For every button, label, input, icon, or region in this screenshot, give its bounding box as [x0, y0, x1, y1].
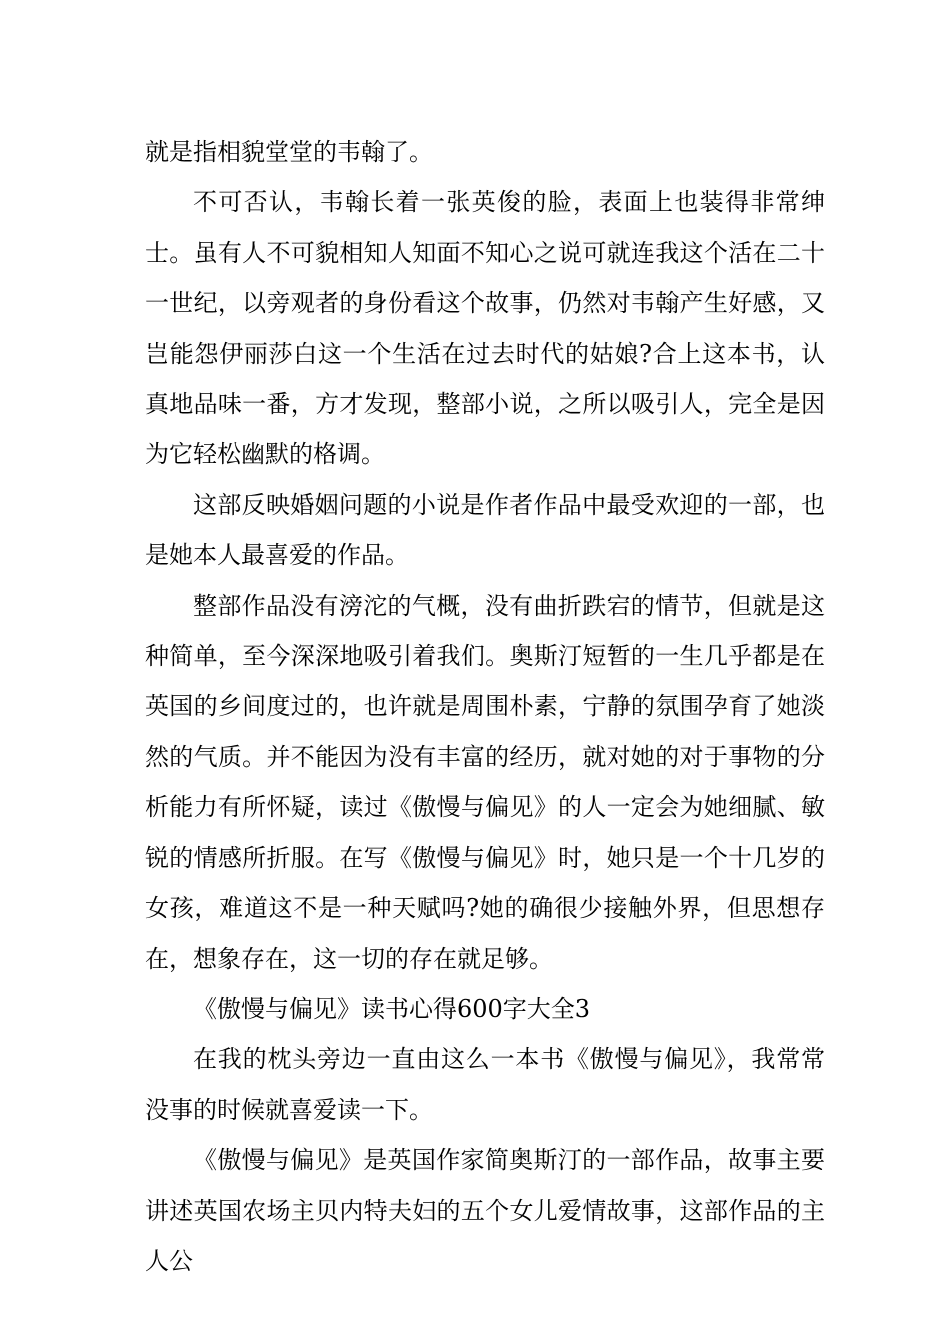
section-heading: 《傲慢与偏见》读书心得600字大全3 — [193, 994, 591, 1023]
paragraph-4: 整部作品没有滂沱的气概，没有曲折跌宕的情节，但就是这种简单，至今深深地吸引着我们。奥斯汀短暂的一生几乎都是在英国的乡间度过的，也许就是周围朴素，宁静的氛围孕育了她淡然的气质。并不能因为没有丰富的经历，就对她的对于事物的分析能力有所怀疑，读过《傲慢与偏见》的人一定会为她细腻、敏锐的情感所折服。在写《傲慢与偏见》时，她只是一个十几岁的女孩，难道这不是一种天赋吗?她的确很少接触外界，但思想存在，想象存在，这一切的存在就足够。 — [145, 591, 825, 973]
document-body — [145, 127, 825, 1286]
paragraph-5: 在我的枕头旁边一直由这么一本书《傲慢与偏见》，我常常没事的时候就喜爱读一下。 — [145, 1045, 825, 1124]
paragraph-1: 就是指相貌堂堂的韦翰了。 — [145, 138, 433, 166]
paragraph-2: 不可否认，韦翰长着一张英俊的脸，表面上也装得非常绅士。虽有人不可貌相知人知面不知心之说可就连我这个活在二十一世纪，以旁观者的身份看这个故事，仍然对韦翰产生好感，又岂能怨伊丽莎白这一个生活在过去时代的姑娘?合上这本书，认真地品味一番，方才发现，整部小说，之所以吸引人，完全是因为它轻松幽默的格调。 — [145, 188, 825, 469]
paragraph-3: 这部反映婚姻问题的小说是作者作品中最受欢迎的一部，也是她本人最喜爱的作品。 — [145, 490, 825, 570]
paragraph-6: 《傲慢与偏见》是英国作家简奥斯汀的一部作品，故事主要讲述英国农场主贝内特夫妇的五个女儿爱情故事，这部作品的主人公 — [145, 1146, 825, 1275]
